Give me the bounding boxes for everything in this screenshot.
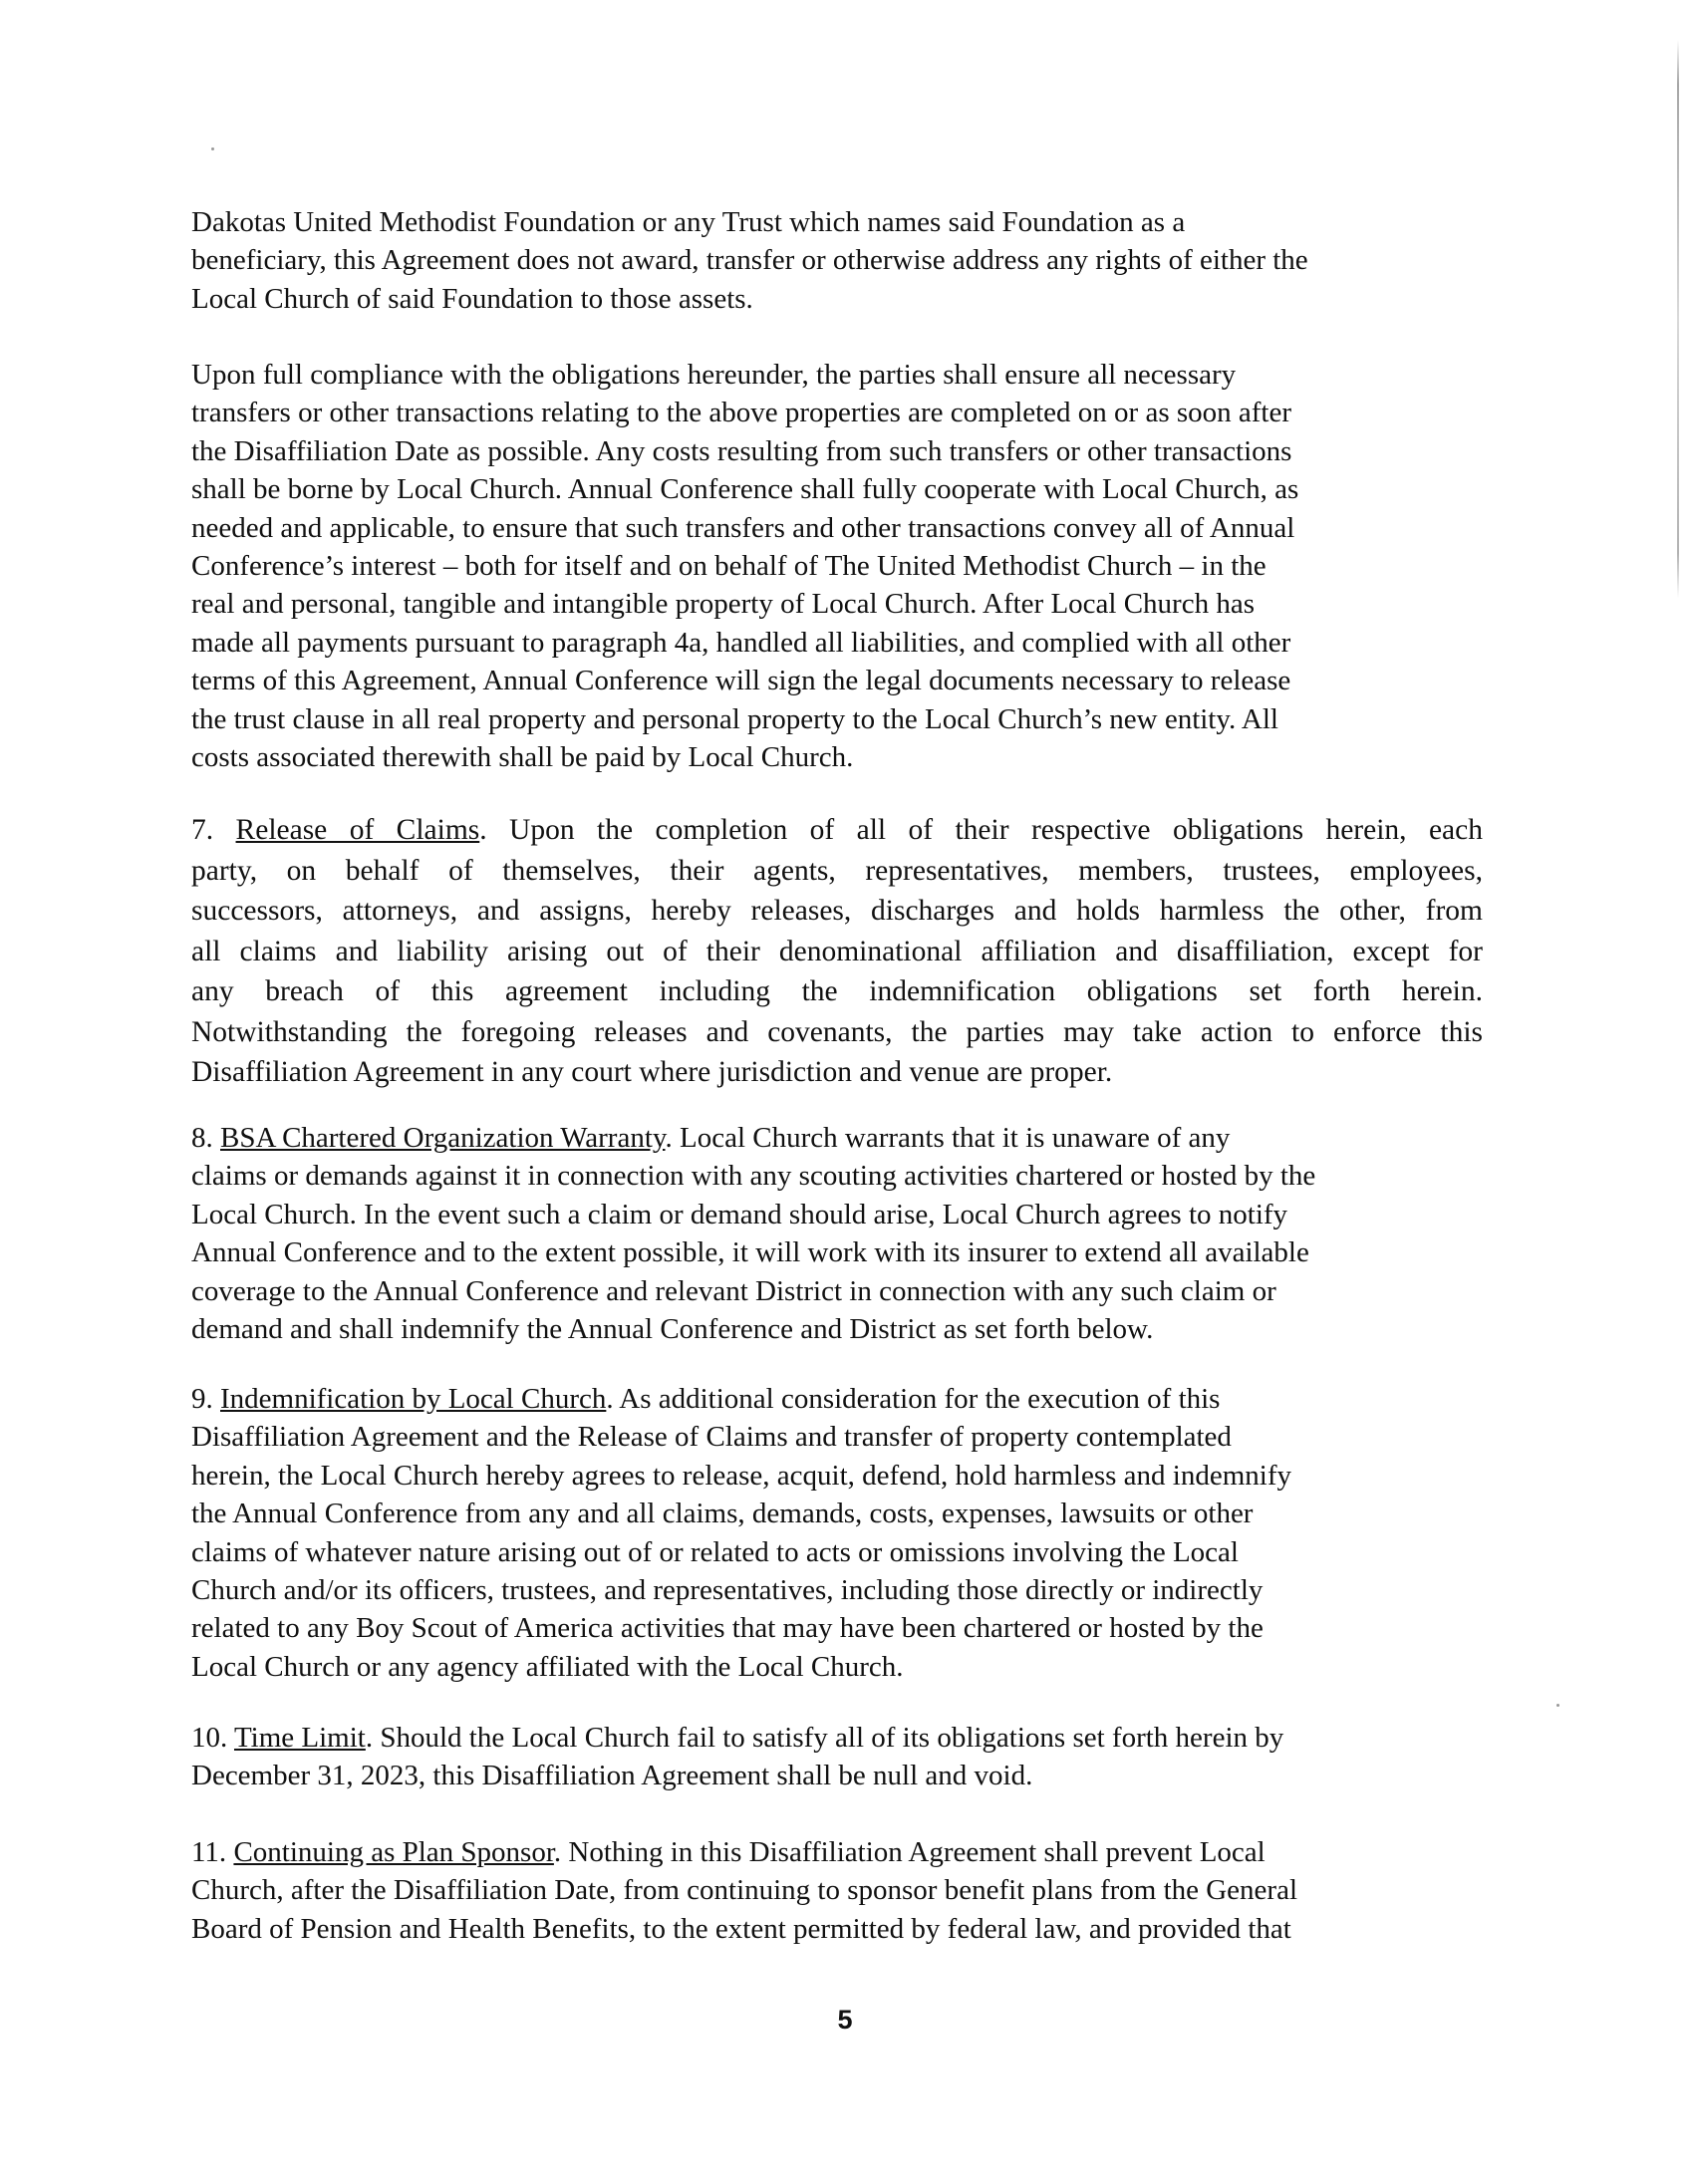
- section-heading: BSA Chartered Organization Warranty: [220, 1122, 666, 1154]
- text-line: Church and/or its officers, trustees, and representatives, including those directly or indirectly: [191, 1574, 1264, 1607]
- section-text: . Should the Local Church fail to satisfy all of its obligations set forth herein by: [365, 1722, 1284, 1754]
- section-time-limit: [191, 1719, 1487, 1795]
- text-line: the Disaffiliation Date as possible. Any costs resulting from such transfers or other transactions: [191, 434, 1292, 467]
- section-text: . Local Church warrants that it is unaware of any: [665, 1122, 1231, 1154]
- text-line: Board of Pension and Health Benefits, to the extent permitted by federal law, and provided that: [191, 1912, 1291, 1945]
- section-number: 8.: [191, 1122, 213, 1154]
- text-line: Conference’s interest – both for itself and on behalf of The United Methodist Church – in the: [191, 550, 1267, 583]
- text-line: December 31, 2023, this Disaffiliation Agreement shall be null and void.: [191, 1760, 1033, 1792]
- text-line: terms of this Agreement, Annual Conference will sign the legal documents necessary to release: [191, 665, 1291, 697]
- section-heading: Continuing as Plan Sponsor: [233, 1836, 554, 1868]
- text-line: related to any Boy Scout of America activities that may have been chartered or hosted by the: [191, 1612, 1264, 1645]
- text-line: costs associated therewith shall be paid by Local Church.: [191, 741, 854, 774]
- section-heading: Time Limit: [233, 1722, 366, 1754]
- text-line: herein, the Local Church hereby agrees to release, acquit, defend, hold harmless and indemnify: [191, 1459, 1291, 1492]
- section-first-line: [191, 1833, 1487, 1871]
- section-number: 7.: [191, 814, 214, 846]
- section-text: . Nothing in this Disaffiliation Agreement shall prevent Local: [553, 1836, 1266, 1868]
- section-first-line: [191, 1380, 1487, 1418]
- section-number: 11.: [191, 1836, 227, 1868]
- section-release-of-claims: [191, 810, 1483, 1093]
- section-first-line: [191, 810, 1483, 851]
- text-line: beneficiary, this Agreement does not award, transfer or otherwise address any rights of either the: [191, 244, 1308, 277]
- page-number: 5: [837, 2005, 853, 2035]
- section-text: . As additional consideration for the execution of this: [606, 1383, 1221, 1415]
- text-line: Church, after the Disaffiliation Date, from continuing to sponsor benefit plans from the General: [191, 1874, 1298, 1907]
- text-line: party, on behalf of themselves, their agents, representatives, members, trustees, employees,: [191, 854, 1483, 887]
- section-text: . Upon the completion of all of their respective obligations herein, each: [479, 814, 1483, 846]
- text-line: Disaffiliation Agreement in any court where jurisdiction and venue are proper.: [191, 1056, 1113, 1088]
- section-number: 9.: [191, 1383, 213, 1415]
- section-heading: Indemnification by Local Church: [220, 1383, 607, 1415]
- section-first-line: [191, 1719, 1487, 1757]
- section-number: 10.: [191, 1722, 228, 1754]
- text-line: Disaffiliation Agreement and the Release of Claims and transfer of property contemplated: [191, 1421, 1232, 1454]
- section-heading: Release of Claims: [235, 814, 480, 846]
- section-indemnification: [191, 1380, 1487, 1686]
- text-line: Upon full compliance with the obligations hereunder, the parties shall ensure all necessary: [191, 359, 1237, 391]
- text-line: needed and applicable, to ensure that such transfers and other transactions convey all of Annual: [191, 511, 1295, 544]
- text-line: coverage to the Annual Conference and relevant District in connection with any such claim or: [191, 1274, 1276, 1307]
- text-line: the trust clause in all real property and personal property to the Local Church’s new entity. All: [191, 702, 1278, 735]
- scan-speck: [211, 147, 214, 150]
- text-line: claims of whatever nature arising out of or related to acts or omissions involving the Local: [191, 1535, 1239, 1568]
- text-line: transfers or other transactions relating to the above properties are completed on or as soon after: [191, 397, 1292, 429]
- scan-edge-line: [1677, 40, 1679, 598]
- text-line: any breach of this agreement including the indemnification obligations set forth herein.: [191, 975, 1483, 1007]
- section-first-line: [191, 1119, 1487, 1157]
- text-line: successors, attorneys, and assigns, hereby releases, discharges and holds harmless the other, from: [191, 895, 1483, 927]
- text-line: Local Church or any agency affiliated with the Local Church.: [191, 1650, 904, 1683]
- text-line: Notwithstanding the foregoing releases and covenants, the parties may take action to enforce this: [191, 1015, 1483, 1048]
- text-line: the Annual Conference from any and all claims, demands, costs, expenses, lawsuits or other: [191, 1498, 1254, 1530]
- paragraph-foundation-assets: [191, 203, 1487, 318]
- text-line: demand and shall indemnify the Annual Conference and District as set forth below.: [191, 1313, 1154, 1346]
- scan-speck: [1556, 1704, 1559, 1707]
- section-plan-sponsor: [191, 1833, 1487, 1948]
- text-line: real and personal, tangible and intangible property of Local Church. After Local Church has: [191, 588, 1255, 621]
- paragraph-property-transfers: [191, 356, 1487, 776]
- text-line: Annual Conference and to the extent possible, it will work with its insurer to extend all available: [191, 1236, 1309, 1269]
- text-line: Local Church. In the event such a claim or demand should arise, Local Church agrees to notify: [191, 1198, 1288, 1230]
- text-line: claims or demands against it in connection with any scouting activities chartered or hosted by the: [191, 1160, 1316, 1193]
- text-line: made all payments pursuant to paragraph 4a, handled all liabilities, and complied with all other: [191, 626, 1291, 659]
- text-line: all claims and liability arising out of their denominational affiliation and disaffiliation, except for: [191, 935, 1483, 967]
- section-bsa-warranty: [191, 1119, 1487, 1348]
- text-line: Local Church of said Foundation to those assets.: [191, 282, 753, 315]
- text-line: shall be borne by Local Church. Annual Conference shall fully cooperate with Local Church, as: [191, 473, 1299, 506]
- text-line: Dakotas United Methodist Foundation or any Trust which names said Foundation as a: [191, 206, 1186, 238]
